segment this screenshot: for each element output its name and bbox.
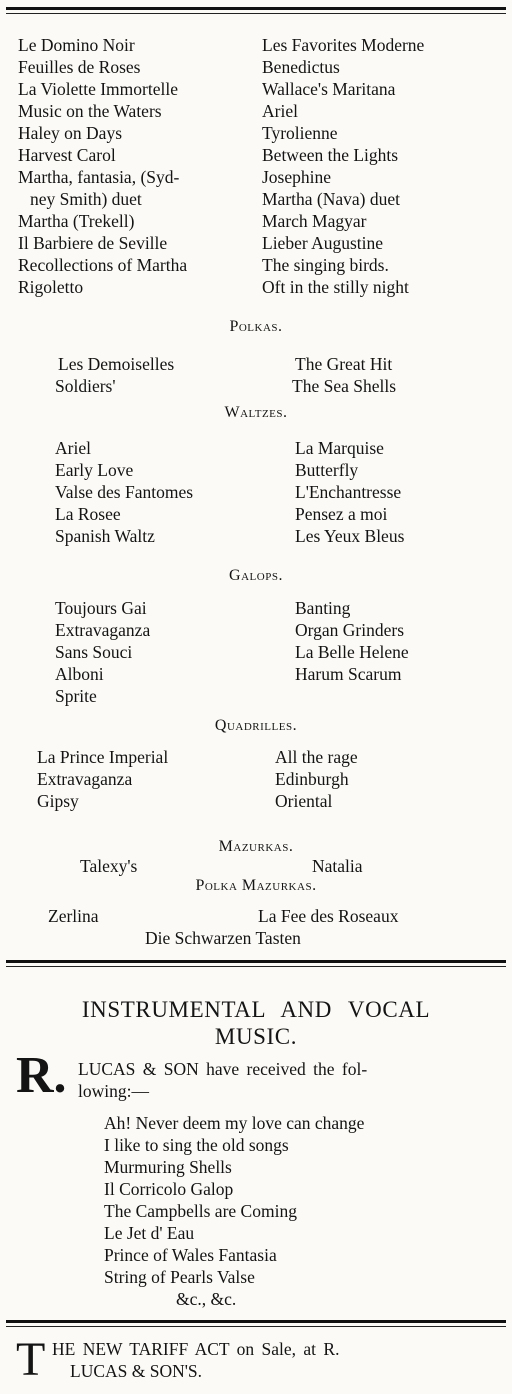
list-item: Josephine (262, 167, 332, 187)
list-item: The Campbells are Coming (104, 1201, 297, 1221)
list-item: Extravaganza (37, 769, 133, 789)
instrumental-title-line1: INSTRUMENTAL AND VOCAL (81, 997, 431, 1022)
etc-text: &c., &c. (176, 1289, 237, 1309)
list-item: Die Schwarzen Tasten (145, 928, 301, 948)
list-item: Gipsy (37, 791, 79, 811)
list-item: Toujours Gai (55, 598, 147, 618)
list-item: Ariel (55, 438, 91, 458)
list-item: Wallace's Maritana (262, 79, 396, 99)
list-item: Alboni (55, 664, 104, 684)
tariff-line1: HE NEW TARIFF ACT on Sale, at R. (52, 1339, 340, 1359)
instrumental-intro-line2: lowing:— (78, 1081, 149, 1101)
polka-mazurkas-heading: Polka Mazurkas. (195, 877, 317, 894)
top-rule-thick (6, 7, 506, 10)
list-item: Oft in the stilly night (262, 277, 409, 297)
list-item: I like to sing the old songs (104, 1135, 289, 1155)
list-item: Ah! Never deem my love can change (104, 1113, 365, 1133)
section-rule-thick (6, 960, 506, 963)
list-item: Butterfly (295, 460, 359, 480)
list-item: ney Smith) duet (30, 189, 142, 209)
list-item: Sprite (55, 686, 97, 706)
instrumental-title-line2: MUSIC. (214, 1024, 298, 1049)
list-item: Murmuring Shells (104, 1157, 232, 1177)
list-item: Le Jet d' Eau (104, 1223, 195, 1243)
list-item: Pensez a moi (295, 504, 388, 524)
mazurkas-heading: Mazurkas. (218, 838, 294, 855)
list-item: The Great Hit (295, 354, 393, 374)
bottom-rule-thin (6, 1326, 506, 1327)
list-item: La Marquise (295, 438, 384, 458)
list-item: Sans Souci (55, 642, 133, 662)
list-item: Benedictus (262, 57, 340, 77)
section-rule-thin (6, 966, 506, 967)
list-item: String of Pearls Valse (104, 1267, 255, 1287)
bottom-rule-thick (6, 1320, 506, 1323)
list-item: The Sea Shells (292, 376, 397, 396)
list-item: Il Barbiere de Seville (18, 233, 168, 253)
list-item: La Violette Immortelle (18, 79, 178, 99)
list-item: Tyrolienne (262, 123, 338, 143)
list-item: Natalia (312, 856, 363, 876)
list-item: Edinburgh (275, 769, 349, 789)
list-item: Rigoletto (18, 277, 84, 297)
list-item: Haley on Days (18, 123, 123, 143)
list-item: Martha (Trekell) (18, 211, 135, 231)
list-item: Extravaganza (55, 620, 151, 640)
list-item: Feuilles de Roses (18, 57, 141, 77)
list-item: Harvest Carol (18, 145, 116, 165)
list-item: Valse des Fantomes (55, 482, 194, 502)
list-item: Early Love (55, 460, 134, 480)
list-item: Martha (Nava) duet (262, 189, 400, 209)
list-item: Recollections of Martha (18, 255, 188, 275)
list-item: Talexy's (80, 856, 138, 876)
list-item: Les Demoiselles (58, 354, 175, 374)
list-item: Oriental (275, 791, 333, 811)
instrumental-intro-line1: LUCAS & SON have received the fol- (78, 1059, 368, 1079)
list-item: La Rosee (55, 504, 121, 524)
polkas-heading: Polkas. (229, 318, 283, 335)
list-item: Le Domino Noir (18, 35, 135, 55)
list-item: Lieber Augustine (262, 233, 384, 253)
list-item: March Magyar (262, 211, 367, 231)
tariff-line2: LUCAS & SON'S. (70, 1361, 203, 1381)
list-item: All the rage (275, 747, 358, 767)
list-item: Soldiers' (55, 376, 116, 396)
galops-heading: Galops. (229, 567, 283, 584)
quadrilles-heading: Quadrilles. (214, 717, 298, 734)
list-item: Martha, fantasia, (Syd- (18, 167, 180, 187)
list-item: La Prince Imperial (37, 747, 169, 767)
drop-cap-t: T (16, 1333, 46, 1386)
list-item: Prince of Wales Fantasia (104, 1245, 277, 1265)
list-item: Banting (295, 598, 351, 618)
list-item: Les Favorites Moderne (262, 35, 425, 55)
list-item: Spanish Waltz (55, 526, 155, 546)
waltzes-heading: Waltzes. (224, 404, 288, 421)
list-item: Music on the Waters (18, 101, 162, 121)
list-item: Harum Scarum (295, 664, 402, 684)
list-item: La Fee des Roseaux (258, 906, 399, 926)
list-item: Il Corricolo Galop (104, 1179, 234, 1199)
top-rule-thin (6, 13, 506, 14)
list-item: Between the Lights (262, 145, 399, 165)
list-item: Zerlina (48, 906, 99, 926)
list-item: Ariel (262, 101, 298, 121)
list-item: Organ Grinders (295, 620, 405, 640)
list-item: Les Yeux Bleus (295, 526, 405, 546)
list-item: La Belle Helene (295, 642, 409, 662)
list-item: The singing birds. (262, 255, 389, 275)
drop-cap-r: R. (16, 1047, 67, 1104)
list-item: L'Enchantresse (295, 482, 402, 502)
